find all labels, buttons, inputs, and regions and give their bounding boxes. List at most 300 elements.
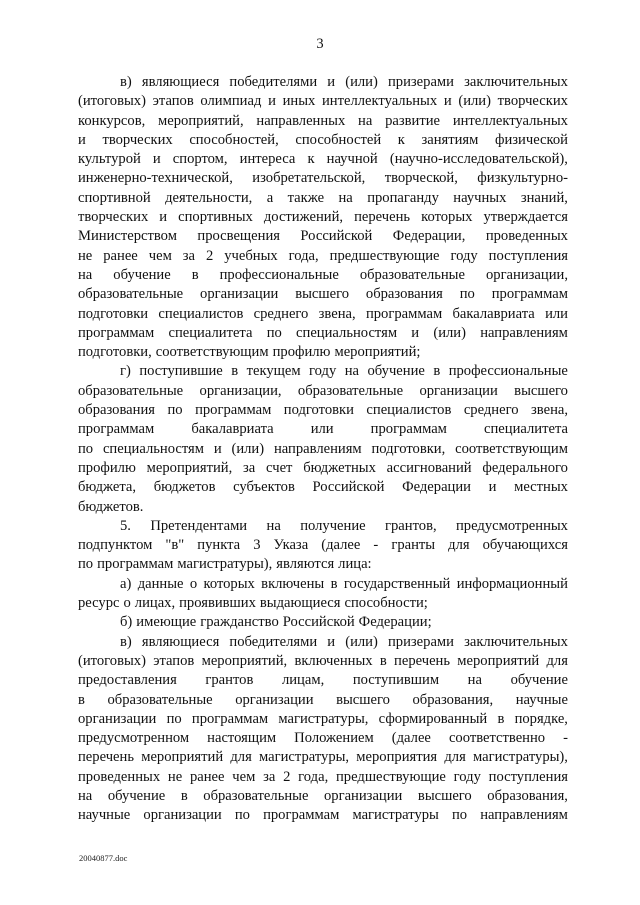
text-word: предусмотренных bbox=[456, 517, 568, 534]
text-word: программам bbox=[263, 807, 340, 824]
text-line bbox=[78, 343, 568, 362]
text-word: по bbox=[451, 807, 468, 824]
text-line bbox=[78, 555, 568, 574]
text-line bbox=[78, 613, 568, 632]
text-word: в bbox=[78, 691, 85, 708]
text-word: проявивших bbox=[179, 595, 256, 612]
text-word: г) bbox=[120, 363, 131, 380]
text-word: научные bbox=[78, 807, 131, 824]
footer-filename: 20040877.doc bbox=[79, 853, 128, 863]
text-word: гражданство bbox=[200, 614, 279, 631]
text-word: образовательные bbox=[78, 286, 184, 303]
document-body bbox=[78, 73, 568, 826]
text-word: получение bbox=[300, 517, 366, 534]
text-word: проведенных bbox=[485, 228, 568, 245]
page-number: 3 bbox=[316, 36, 324, 52]
text-line bbox=[78, 131, 568, 150]
text-word: в) bbox=[120, 633, 132, 650]
text-word: не bbox=[167, 768, 183, 785]
text-word: в bbox=[231, 363, 239, 380]
text-word: организации bbox=[324, 787, 403, 804]
text-word: организации, bbox=[199, 382, 282, 399]
text-word: изобретательской, bbox=[252, 170, 366, 187]
text-word: и bbox=[443, 93, 452, 110]
text-word: за bbox=[263, 768, 276, 785]
text-word: и bbox=[327, 633, 336, 650]
text-word: которых bbox=[203, 575, 255, 592]
text-word: к bbox=[397, 131, 405, 148]
text-word: лицам, bbox=[281, 672, 325, 689]
text-word: подготовки bbox=[78, 305, 149, 322]
text-word: не bbox=[78, 247, 93, 264]
text-word: соответствующим bbox=[455, 440, 568, 457]
text-word: специалитета bbox=[484, 421, 568, 438]
text-word: среднего bbox=[253, 305, 309, 322]
text-word: и bbox=[268, 93, 276, 110]
text-word: конкурсов, bbox=[78, 112, 146, 129]
text-word: обучение bbox=[510, 672, 568, 689]
text-word: для bbox=[444, 749, 466, 766]
text-word: б) bbox=[120, 614, 133, 631]
text-word: (или) bbox=[345, 633, 378, 650]
text-word: способностей, bbox=[189, 131, 279, 148]
text-word: лица: bbox=[338, 556, 372, 573]
text-word: и bbox=[488, 479, 497, 496]
text-line bbox=[78, 575, 568, 594]
text-word: обучение bbox=[107, 787, 166, 804]
text-word: по bbox=[167, 402, 183, 419]
text-word: звена, bbox=[531, 402, 568, 419]
text-word: образования, bbox=[487, 787, 568, 804]
text-word: предшествующие bbox=[329, 247, 440, 264]
text-word: также bbox=[287, 189, 325, 206]
text-word: спортивных bbox=[178, 209, 253, 226]
text-word: году bbox=[450, 247, 478, 264]
text-word: магистратуры), bbox=[177, 556, 273, 573]
text-word: бюджетных bbox=[303, 459, 376, 476]
text-line bbox=[78, 729, 568, 748]
text-word: этапов bbox=[152, 93, 194, 110]
text-word: поступившим bbox=[352, 672, 440, 689]
text-word: заключительных bbox=[464, 633, 568, 650]
text-word: специалистов bbox=[158, 305, 244, 322]
text-word: Указа bbox=[273, 537, 309, 554]
text-word: года, bbox=[298, 768, 329, 785]
text-word: физической bbox=[495, 131, 568, 148]
text-word: призерами bbox=[387, 74, 454, 90]
text-word: Российской bbox=[300, 228, 373, 245]
text-line bbox=[78, 671, 568, 690]
text-word: и bbox=[159, 209, 168, 226]
text-word: программам bbox=[491, 286, 568, 303]
text-word: текущем bbox=[246, 363, 301, 380]
text-word: поступившие bbox=[139, 363, 223, 380]
text-word: в bbox=[330, 575, 338, 592]
text-word: о bbox=[189, 575, 198, 592]
text-word: являющиеся bbox=[141, 633, 220, 650]
text-word: и bbox=[327, 74, 336, 90]
text-word: (итоговых) bbox=[78, 93, 146, 110]
text-word: пропаганду bbox=[367, 189, 439, 206]
text-word: научные bbox=[515, 691, 568, 708]
text-word: бюджета, bbox=[78, 479, 137, 496]
text-word: обучение bbox=[113, 266, 171, 283]
text-word: обучение bbox=[367, 363, 425, 380]
text-word: Федерации bbox=[402, 479, 471, 496]
text-line bbox=[78, 266, 568, 285]
text-word: высшего bbox=[514, 382, 568, 399]
text-word: на bbox=[338, 189, 353, 206]
text-word: "в" bbox=[165, 537, 185, 554]
text-word: научной bbox=[326, 151, 378, 168]
text-word: деятельности, bbox=[165, 189, 253, 206]
text-word: Министерством bbox=[78, 228, 177, 245]
text-word: организации bbox=[78, 710, 157, 727]
text-word: предоставления bbox=[78, 672, 177, 689]
text-word: чем bbox=[232, 768, 256, 785]
text-word: грантов, bbox=[385, 517, 437, 534]
text-line bbox=[78, 691, 568, 710]
text-word: интеллектуальных bbox=[322, 93, 438, 110]
text-word: 3 bbox=[253, 537, 261, 554]
text-word: направленных bbox=[256, 112, 346, 129]
text-word: специальностям bbox=[102, 440, 204, 457]
text-word: призерами bbox=[387, 633, 454, 650]
text-word: которых bbox=[421, 209, 473, 226]
text-word: направлениям bbox=[480, 807, 568, 824]
text-word: звена, bbox=[318, 305, 356, 322]
text-word: сформированный bbox=[378, 710, 488, 727]
text-line bbox=[78, 305, 568, 324]
text-line bbox=[78, 652, 568, 671]
text-word: программам bbox=[191, 710, 269, 727]
text-word: бакалавриата bbox=[452, 305, 535, 322]
text-word: мероприятий, bbox=[201, 652, 288, 669]
text-line bbox=[78, 440, 568, 459]
text-word: магистратуры, bbox=[278, 710, 369, 727]
text-word: Претендентами bbox=[150, 517, 248, 534]
text-line bbox=[78, 459, 568, 478]
text-word: данные bbox=[137, 575, 184, 592]
text-word: поступления bbox=[488, 247, 568, 264]
text-word: (научно-исследовательской), bbox=[389, 151, 568, 168]
text-word: информационный bbox=[456, 575, 568, 592]
text-word: для bbox=[448, 537, 470, 554]
text-word: научных bbox=[453, 189, 507, 206]
text-word: интереса bbox=[239, 151, 296, 168]
text-word: образовательные bbox=[107, 691, 213, 708]
text-word: программам bbox=[78, 324, 155, 341]
text-word: (далее bbox=[391, 730, 431, 747]
text-word: в) bbox=[120, 74, 132, 90]
text-word: программам bbox=[97, 556, 174, 573]
text-word: физкультурно- bbox=[477, 170, 568, 187]
text-word: способностей bbox=[295, 131, 382, 148]
text-word: по bbox=[234, 807, 250, 824]
text-word: на bbox=[358, 112, 373, 129]
text-word: года, bbox=[288, 247, 319, 264]
text-line bbox=[78, 227, 568, 246]
text-line bbox=[78, 420, 568, 439]
text-word: а bbox=[266, 189, 274, 206]
text-word: специалистов bbox=[366, 402, 452, 419]
text-word: настоящим bbox=[207, 730, 277, 747]
text-word: (итоговых) bbox=[78, 652, 146, 669]
text-word: магистратуры), bbox=[473, 749, 568, 766]
text-word: (далее bbox=[321, 537, 361, 554]
text-word: знаний, bbox=[520, 189, 568, 206]
text-word: федерального bbox=[482, 459, 568, 476]
text-word: на bbox=[78, 266, 93, 283]
text-line bbox=[78, 768, 568, 787]
text-word: гранты bbox=[391, 537, 436, 554]
text-word: высшего bbox=[417, 787, 472, 804]
text-word: бюджетов. bbox=[78, 498, 144, 515]
text-word: образования bbox=[78, 402, 155, 419]
text-word: грантов bbox=[205, 672, 254, 689]
text-word: программам bbox=[78, 421, 155, 438]
text-word: - bbox=[373, 537, 379, 554]
text-word: являются bbox=[276, 556, 335, 573]
text-word: (или) bbox=[458, 93, 491, 110]
text-word: высшего bbox=[295, 286, 350, 303]
text-word: Российской bbox=[282, 614, 355, 631]
text-word: за bbox=[243, 459, 256, 476]
text-word: этапов bbox=[153, 652, 195, 669]
text-word: просвещения bbox=[197, 228, 280, 245]
text-word: в bbox=[433, 363, 441, 380]
text-word: соответствующим bbox=[155, 344, 269, 361]
text-line bbox=[78, 498, 568, 517]
text-word: выдающиеся bbox=[259, 595, 341, 612]
text-word: творческих bbox=[78, 209, 149, 226]
text-word: направлениям bbox=[480, 324, 568, 341]
text-line bbox=[78, 73, 568, 92]
text-word: мероприятий, bbox=[158, 112, 244, 129]
text-word: подготовки, bbox=[371, 440, 446, 457]
text-word: спортом, bbox=[172, 151, 228, 168]
text-word: программам bbox=[370, 421, 447, 438]
text-word: развитие bbox=[385, 112, 441, 129]
text-word: на bbox=[266, 517, 281, 534]
text-word: году bbox=[453, 768, 481, 785]
text-word: проведенных bbox=[78, 768, 161, 785]
text-word: образования bbox=[365, 286, 443, 303]
text-word: инженерно-технической, bbox=[78, 170, 233, 187]
text-word: занятиям bbox=[421, 131, 479, 148]
text-word: перечень bbox=[78, 749, 134, 766]
text-word: организации bbox=[419, 382, 498, 399]
text-word: программам bbox=[365, 305, 443, 322]
text-word: местных bbox=[514, 479, 568, 496]
text-word: поступления bbox=[488, 768, 568, 785]
text-word: включены bbox=[261, 575, 325, 592]
text-word: 2 bbox=[283, 768, 291, 785]
text-word: творческих bbox=[497, 93, 568, 110]
text-word: 2 bbox=[205, 247, 214, 264]
text-line bbox=[78, 594, 568, 613]
text-word: - bbox=[563, 730, 568, 747]
text-word: специальностям bbox=[296, 324, 398, 341]
text-word: а) bbox=[120, 575, 132, 592]
text-word: являющиеся bbox=[141, 74, 220, 90]
text-line bbox=[78, 112, 568, 131]
text-word: субъектов bbox=[233, 479, 295, 496]
text-word: за bbox=[182, 247, 196, 264]
text-word: мероприятий; bbox=[334, 344, 421, 361]
text-line bbox=[78, 208, 568, 227]
text-word: в bbox=[191, 266, 199, 283]
text-word: Положением bbox=[294, 730, 374, 747]
text-line bbox=[78, 787, 568, 806]
text-word: на bbox=[344, 363, 360, 380]
text-word: образовательные bbox=[203, 787, 309, 804]
text-line bbox=[78, 247, 568, 266]
text-word: магистратуры, bbox=[259, 749, 350, 766]
text-word: для bbox=[230, 749, 252, 766]
text-word: ресурс bbox=[78, 595, 120, 612]
text-word: в bbox=[180, 787, 188, 804]
text-word: направлениям bbox=[273, 440, 362, 457]
text-word: перечень bbox=[394, 652, 451, 669]
text-word: образовательные bbox=[359, 266, 465, 283]
text-word: и bbox=[152, 151, 161, 168]
text-line bbox=[78, 536, 568, 555]
text-word: иных bbox=[282, 93, 316, 110]
text-word: олимпиад bbox=[200, 93, 262, 110]
text-word: магистратуры bbox=[352, 807, 439, 824]
text-word: способности; bbox=[344, 595, 428, 612]
text-word: программам bbox=[195, 402, 272, 419]
text-word: высшего bbox=[336, 691, 390, 708]
text-word: предусмотренном bbox=[78, 730, 190, 747]
text-word: подпунктом bbox=[78, 537, 153, 554]
text-word: в bbox=[497, 710, 505, 727]
text-word: ассигнований bbox=[386, 459, 472, 476]
text-line bbox=[78, 285, 568, 304]
text-word: или bbox=[310, 421, 334, 438]
text-word: подготовки, bbox=[78, 344, 152, 361]
text-word: бакалавриата bbox=[191, 421, 274, 438]
text-line bbox=[78, 169, 568, 188]
text-word: организации bbox=[200, 286, 279, 303]
text-word: ранее bbox=[103, 247, 138, 264]
text-word: и bbox=[411, 324, 420, 341]
text-line bbox=[78, 382, 568, 401]
text-line bbox=[78, 806, 568, 825]
text-line bbox=[78, 362, 568, 381]
text-line bbox=[78, 478, 568, 497]
text-word: среднего bbox=[463, 402, 519, 419]
text-word: 5. bbox=[120, 517, 131, 534]
text-line bbox=[78, 710, 568, 729]
text-word: обучающихся bbox=[482, 537, 568, 554]
text-word: порядке, bbox=[514, 710, 568, 727]
text-word: ранее bbox=[189, 768, 225, 785]
text-word: профессиональные bbox=[219, 266, 339, 283]
text-word: году bbox=[309, 363, 337, 380]
text-word: профилю bbox=[78, 459, 136, 476]
text-word: организации, bbox=[485, 266, 568, 283]
text-word: победителями bbox=[229, 74, 318, 90]
text-word: государственный bbox=[343, 575, 451, 592]
text-word: профилю bbox=[272, 344, 331, 361]
text-word: пункта bbox=[197, 537, 241, 554]
text-word: достижений, bbox=[263, 209, 344, 226]
text-word: учебных bbox=[224, 247, 278, 264]
text-word: и bbox=[213, 440, 222, 457]
text-word: организации bbox=[235, 691, 314, 708]
text-word: образовательные bbox=[297, 382, 404, 399]
text-word: перечень bbox=[354, 209, 411, 226]
text-line bbox=[78, 92, 568, 111]
text-word: образования, bbox=[412, 691, 494, 708]
text-line bbox=[78, 401, 568, 420]
text-line bbox=[78, 189, 568, 208]
text-word: по bbox=[459, 286, 475, 303]
text-word: чем bbox=[148, 247, 172, 264]
text-word: творческих bbox=[102, 131, 173, 148]
text-word: в bbox=[379, 652, 387, 669]
text-line bbox=[78, 150, 568, 169]
text-word: Федерации; bbox=[358, 614, 432, 631]
text-word: (или) bbox=[345, 74, 378, 90]
text-word: к bbox=[307, 151, 315, 168]
text-line bbox=[78, 324, 568, 343]
text-word: бюджетов bbox=[153, 479, 216, 496]
text-word: победителями bbox=[229, 633, 318, 650]
text-word: интеллектуальных bbox=[452, 112, 568, 129]
text-word: имеющие bbox=[136, 614, 197, 631]
text-word: соответственно bbox=[448, 730, 546, 747]
text-word: на bbox=[467, 672, 482, 689]
text-word: культурой bbox=[78, 151, 141, 168]
text-word: (или) bbox=[433, 324, 466, 341]
text-word: творческой, bbox=[384, 170, 458, 187]
text-word: на bbox=[78, 787, 93, 804]
text-word: по bbox=[78, 440, 94, 457]
text-word: по bbox=[266, 324, 282, 341]
text-word: мероприятий, bbox=[146, 459, 233, 476]
text-line bbox=[78, 517, 568, 536]
text-word: или bbox=[545, 305, 568, 322]
text-word: (или) bbox=[231, 440, 265, 457]
text-word: лицах, bbox=[134, 595, 176, 612]
text-word: Российской bbox=[312, 479, 385, 496]
text-word: для bbox=[546, 652, 568, 669]
text-word: предшествующие bbox=[336, 768, 446, 785]
text-word: о bbox=[123, 595, 131, 612]
text-word: подготовки bbox=[283, 402, 354, 419]
text-word: по bbox=[78, 556, 94, 573]
text-word: профессиональные bbox=[448, 363, 568, 380]
text-word: мероприятий bbox=[457, 652, 540, 669]
text-word: заключительных bbox=[464, 74, 568, 90]
text-word: Федерации, bbox=[392, 228, 466, 245]
text-word: счет bbox=[266, 459, 293, 476]
text-word: по bbox=[166, 710, 182, 727]
text-line bbox=[78, 748, 568, 767]
text-word: специалитета bbox=[168, 324, 253, 341]
text-word: образовательные bbox=[78, 382, 184, 399]
text-word: организации bbox=[143, 807, 222, 824]
text-word: мероприятий bbox=[141, 749, 224, 766]
text-word: мероприятия bbox=[356, 749, 438, 766]
text-word: спортивной bbox=[78, 189, 151, 206]
text-word: утверждается bbox=[483, 209, 568, 226]
text-word: и bbox=[78, 131, 86, 148]
text-word: включенных bbox=[294, 652, 373, 669]
